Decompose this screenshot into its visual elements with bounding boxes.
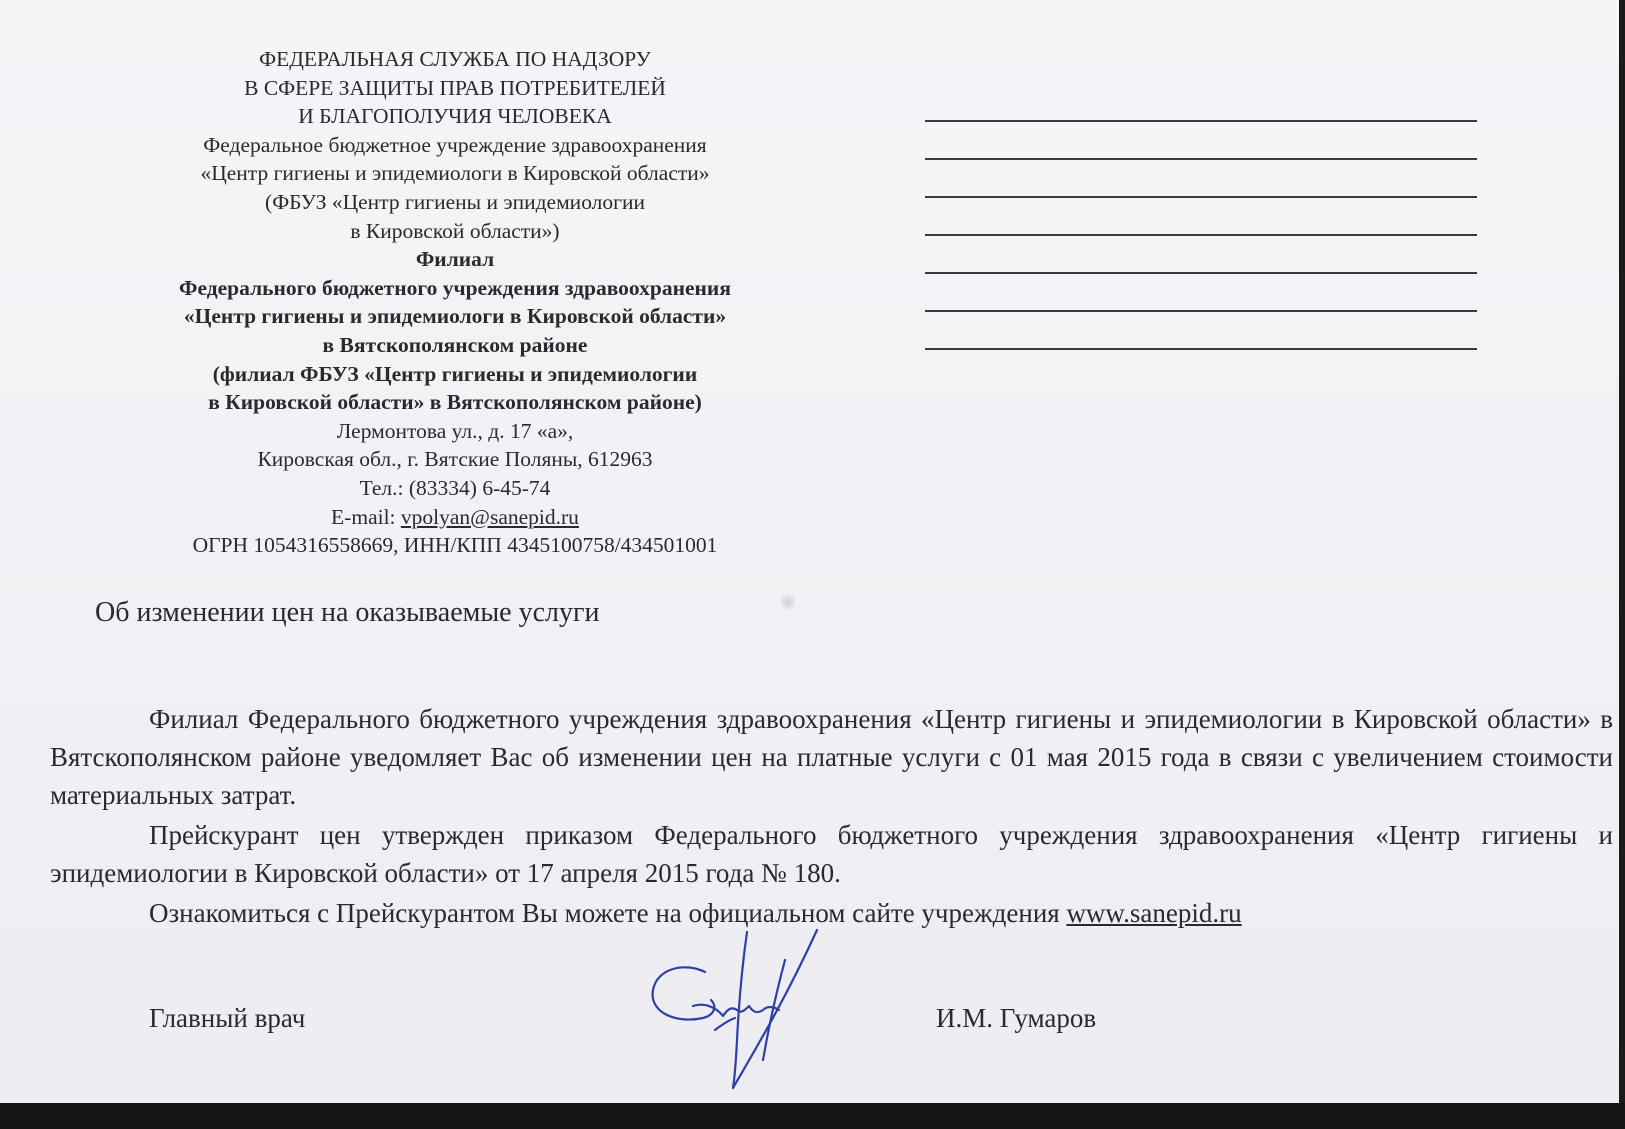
registration-line: ОГРН 1054316558669, ИНН/КПП 4345100758/434501001 bbox=[192, 533, 718, 558]
address-line-1: Лермонтова ул., д. 17 «а», bbox=[336, 418, 574, 443]
paper-smudge bbox=[781, 591, 795, 613]
recipient-line bbox=[925, 120, 1477, 122]
recipient-address-block bbox=[925, 120, 1477, 386]
recipient-line bbox=[925, 310, 1477, 312]
org-line-2: «Центр гигиены и эпидемиологи в Кировской области» bbox=[200, 161, 710, 186]
letterhead bbox=[115, 45, 795, 560]
recipient-line bbox=[925, 348, 1477, 350]
org-line-4: в Кировской области») bbox=[350, 218, 560, 243]
website-link[interactable]: www.sanepid.ru bbox=[1066, 898, 1242, 928]
recipient-line bbox=[925, 158, 1477, 160]
signer-name: И.М. Гумаров bbox=[936, 1003, 1097, 1033]
email-link[interactable]: vpolyan@sanepid.ru bbox=[400, 504, 579, 529]
branch-line-6: в Кировской области» в Вятскополянском районе) bbox=[208, 390, 702, 415]
phone-line: Тел.: (83334) 6-45-74 bbox=[359, 475, 551, 500]
agency-line-3: И БЛАГОПОЛУЧИЯ ЧЕЛОВЕКА bbox=[298, 104, 612, 129]
email-line bbox=[115, 503, 795, 532]
branch-line-2: Федерального бюджетного учреждения здравоохранения bbox=[179, 275, 731, 300]
body-paragraph-2: Прейскурант цен утвержден приказом Федерального бюджетного учреждения здравоохранения «Центр гигиены и эпидемиологии в Кировской области» от 17 апреля 2015 года № 180. bbox=[50, 820, 1613, 888]
branch-line-3: «Центр гигиены и эпидемиологи в Кировской области» bbox=[183, 304, 727, 329]
body-paragraph-1: Филиал Федерального бюджетного учреждения здравоохранения «Центр гигиены и эпидемиологии в Кировской области» в Вятскополянском районе уведомляет Вас об изменении цен на платные услуги с 01 мая 2015 года в связи с увеличением стоимости материальных затрат. bbox=[50, 704, 1613, 810]
org-line-3: (ФБУЗ «Центр гигиены и эпидемиологии bbox=[265, 189, 645, 214]
branch-line-5: (филиал ФБУЗ «Центр гигиены и эпидемиологии bbox=[212, 361, 698, 386]
branch-line-4: в Вятскополянском районе bbox=[322, 332, 588, 357]
signer-position: Главный врач bbox=[149, 1003, 306, 1033]
email-label: E-mail: bbox=[331, 504, 401, 529]
branch-line-1: Филиал bbox=[415, 247, 495, 272]
handwritten-signature bbox=[645, 920, 855, 1095]
agency-line-2: В СФЕРЕ ЗАЩИТЫ ПРАВ ПОТРЕБИТЕЛЕЙ bbox=[244, 75, 666, 100]
letter-subject: Об изменении цен на оказываемые услуги bbox=[95, 597, 600, 628]
letter-body bbox=[50, 700, 1613, 934]
address-line-2: Кировская обл., г. Вятские Поляны, 612963 bbox=[257, 447, 653, 472]
body-paragraph-3-text: Ознакомиться с Прейскурантом Вы можете на официальном сайте учреждения bbox=[149, 898, 1067, 928]
recipient-line bbox=[925, 196, 1477, 198]
recipient-line bbox=[925, 234, 1477, 236]
scan-edge-bottom bbox=[0, 1103, 1625, 1129]
org-line-1: Федеральное бюджетное учреждение здравоохранения bbox=[203, 132, 707, 157]
scan-edge-right bbox=[1619, 0, 1625, 1103]
agency-line-1: ФЕДЕРАЛЬНАЯ СЛУЖБА ПО НАДЗОРУ bbox=[259, 47, 651, 71]
recipient-line bbox=[925, 272, 1477, 274]
